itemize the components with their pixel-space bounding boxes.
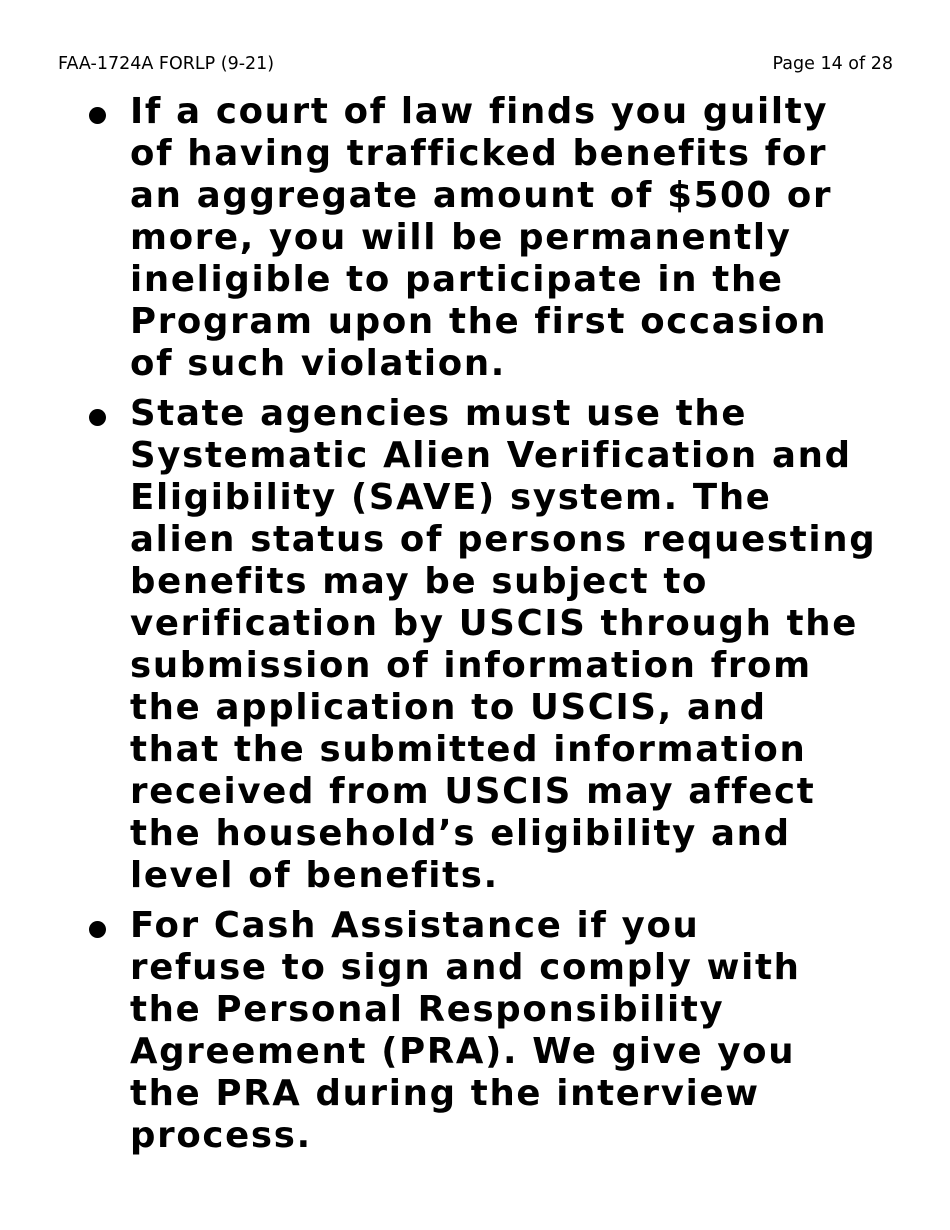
form-id: FAA-1724A FORLP (9-21): [58, 54, 275, 74]
text-line: the application to USCIS, and: [130, 687, 767, 728]
bullet-item-cash-assistance: [80, 905, 910, 1157]
text-line: verification by USCIS through the: [130, 603, 859, 644]
text-line: process.: [130, 1115, 312, 1156]
bullet-text: [130, 91, 910, 385]
text-line: the household’s eligibility and: [130, 813, 791, 854]
text-line: submission of information from: [130, 645, 812, 686]
text-line: of having trafficked benefits for: [130, 133, 828, 174]
text-line: Program upon the first occasion: [130, 301, 828, 342]
text-line: ineligible to participate in the: [130, 259, 784, 300]
text-line: received from USCIS may affect: [130, 771, 816, 812]
text-line: the PRA during the interview: [130, 1073, 760, 1114]
text-line: an aggregate amount of $500 or: [130, 175, 833, 216]
text-line: that the submitted information: [130, 729, 807, 770]
bullet-icon: [80, 91, 130, 133]
text-line: Eligibility (SAVE) system. The: [130, 477, 772, 518]
text-line: of such violation.: [130, 343, 506, 384]
bullet-text: [130, 905, 910, 1157]
text-line: Systematic Alien Verification and: [130, 435, 852, 476]
text-line: the Personal Responsibility: [130, 989, 725, 1030]
bullet-icon: [80, 905, 130, 947]
bullet-item-save-system: [80, 393, 910, 897]
text-line: more, you will be permanently: [130, 217, 792, 258]
text-line: If a court of law finds you guilty: [130, 91, 829, 132]
page-number: Page 14 of 28: [772, 54, 893, 74]
text-line: Agreement (PRA). We give you: [130, 1031, 796, 1072]
text-line: alien status of persons requesting: [130, 519, 877, 560]
text-line: level of benefits.: [130, 855, 499, 896]
text-line: For Cash Assistance if you: [130, 905, 700, 946]
bullet-item-trafficking: [80, 91, 910, 385]
text-line: refuse to sign and comply with: [130, 947, 801, 988]
text-line: State agencies must use the: [130, 393, 748, 434]
text-line: benefits may be subject to: [130, 561, 709, 602]
page-header: [58, 52, 893, 76]
bullet-text: [130, 393, 910, 897]
bullet-icon: [80, 393, 130, 435]
bullet-list: [80, 91, 910, 1165]
